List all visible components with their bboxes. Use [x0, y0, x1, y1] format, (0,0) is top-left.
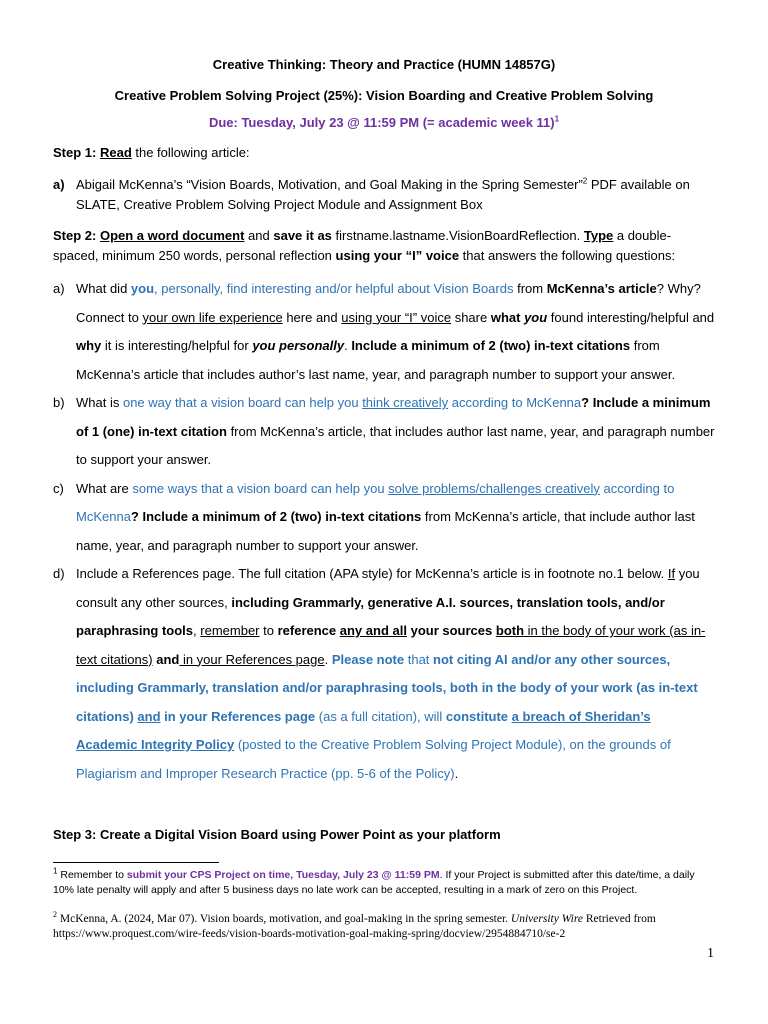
footnote-1: $^1$ Remember to submit your CPS Project on time, Tuesday, July 23 @ 11:59 PM. If your Project is submitted after this date/time, a daily 10% late penalty will apply and after 5 business days no late work can be accepted, resulting in a mark of zero on this Project. [53, 866, 695, 896]
question-list [53, 275, 715, 788]
question-c: c) What are some ways that a vision board can help you solve problems/challenges creatively according to McKenna? Include a minimum of 2 (two) in-text citations from McKenna’s article, that include author last name, year, and paragraph number to support your answer. [53, 480, 695, 553]
step-2-instructions: Step 2: Open a word document and save it as firstname.lastname.VisionBoardReflection. Type a double-spaced, minimum 250 words, personal reflection using your “I” voice that answers the following questions: [53, 228, 676, 263]
step-1-item-a: a) Abigail McKenna’s “Vision Boards, Motivation, and Goal Making in the Spring Semester”$^2$ PDF available on SLATE, Creative Problem Solving Project Module and Assignment Box [53, 176, 690, 212]
academic-integrity-policy-link[interactable]: a breach of Sheridan’s Academic Integrity Policy [76, 708, 651, 752]
question-b: b) What is one way that a vision board can help you think creatively according to McKenna? Include a minimum of 1 (one) in-text citation from McKenna’s article, that includes author last name, year, and paragraph number to support your answer. [53, 395, 715, 467]
question-d: d) Include a References page. The full citation (APA style) for McKenna’s article is in footnote no.1 below. If you consult any other sources, including Grammarly, generative A.I. sources, translation tools, and/or paraphrasing tools, remember to reference any and all your sources both in the body of your work (as in-text citations) and in your References page. Please note that not citing AI and/or any other sources, including Grammarly, translation and/or paraphrasing tools, both in the body of your work (as in-text citations) and in your References page (as a full citation), will constitute a breach of Sheridan’s Academic Integrity Policy (posted to the Creative Problem Solving Project Module), on the grounds of Plagiarism and Improper Research Practice (pp. 5-6 of the Policy). [53, 566, 706, 781]
step-3-heading: Step 3: Create a Digital Vision Board using Power Point as your platform [53, 827, 501, 842]
page-number: 1 [707, 946, 714, 961]
course-title: Creative Thinking: Theory and Practice (HUMN 14857G) [212, 57, 556, 72]
project-title: Creative Problem Solving Project (25%): Vision Boarding and Creative Problem Solving [114, 88, 654, 103]
step-1-heading: Step 1: Read the following article: [53, 145, 250, 160]
due-date: Due: Tuesday, July 23 @ 11:59 PM (= academic week 11)$^1$ [208, 114, 560, 130]
question-a: a) What did you, personally, find interesting and/or helpful about Vision Boards from McKenna’s article? Why? Connect to your own life experience here and using your “I” voice share what you found interesting/helpful and why it is interesting/helpful for you personally. Include a minimum of 2 (two) in-text citations from McKenna’s article that includes author’s last name, year, and paragraph number to support your answer. [53, 281, 715, 382]
footnote-separator [53, 862, 219, 863]
footnote-2: $^2$ McKenna, A. (2024, Mar 07). Vision boards, motivation, and goal-making in the spring semester. University Wire Retrieved from https://www.proquest.com/wire-feeds/vision-boards-motivation-goal-making-spring/docview/2954884710/se-2 [53, 910, 656, 940]
